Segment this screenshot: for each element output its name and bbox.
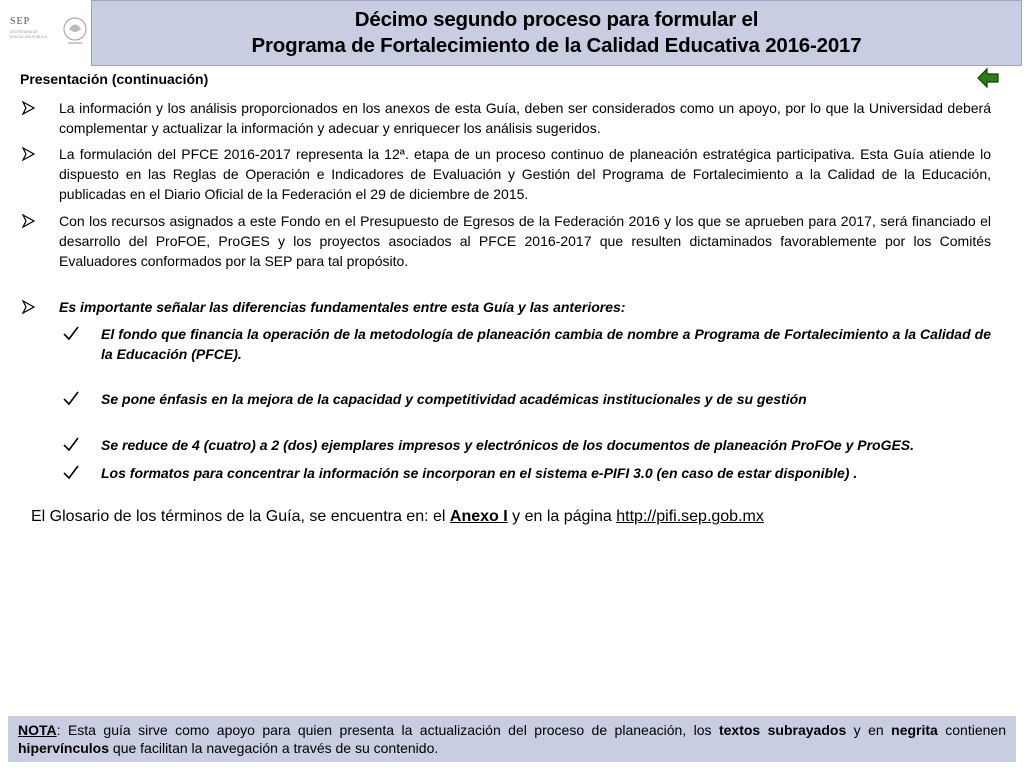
section-heading: Presentación (continuación) <box>20 71 209 87</box>
arrow-bullet-icon <box>22 211 36 231</box>
title-banner <box>91 0 1022 66</box>
glossary-line <box>31 507 991 527</box>
check-text: Se reduce de 4 (cuatro) a 2 (dos) ejemplares impresos y electrónicos de los documentos de planeación ProFOe y ProGES. <box>101 437 915 453</box>
page-title-line-2: Programa de Fortalecimiento de la Calidad Educativa 2016-2017 <box>251 34 862 57</box>
footer-note <box>8 716 1016 762</box>
check-item <box>16 463 991 483</box>
bullet-text: La formulación del PFCE 2016-2017 representa la 12ª. etapa de un proceso continuo de planeación estratégica participativa. Esta Guía atiende lo dispuesto en las Reglas de Operación e Indicadores de Evaluación y Gestión del Programa de Fortalecimiento a la Calidad de la Educación, publicadas en el Diario Oficial de la Federación el 29 de diciembre de 2015. <box>59 146 991 202</box>
check-mark-icon <box>62 324 80 344</box>
check-mark-icon <box>62 463 80 483</box>
national-seal-icon <box>62 15 88 51</box>
check-text: Se pone énfasis en la mejora de la capacidad y competitividad académicas institucionales y de su gestión <box>101 391 807 407</box>
note-bold-hyperlinks: hipervínculos <box>18 740 110 756</box>
bullet-text: Con los recursos asignados a este Fondo en el Presupuesto de Egresos de la Federación 2016 y los que se aprueben para 2017, será financiado el desarrollo del ProFOE, ProGES y los proyectos asociados al PFCE 2016-2017 que resulten dictaminados favorablemente por los Comités Evaluadores conformados por la SEP para tal propósito. <box>59 213 991 269</box>
check-mark-icon <box>62 389 80 409</box>
bullet-item <box>16 98 991 138</box>
note-bold-negrita: negrita <box>891 722 938 738</box>
sep-logo-subtitle: SECRETARÍA DE EDUCACIÓN PÚBLICA <box>10 30 47 39</box>
bullet-item <box>16 297 991 317</box>
check-item <box>16 324 991 364</box>
note-text-1: : Esta guía sirve como apoyo para quien presenta la actualización del proceso de planeación, los <box>56 722 719 738</box>
annex-link[interactable]: Anexo I <box>449 508 508 525</box>
glossary-middle: y en la página <box>507 508 617 525</box>
note-label: NOTA <box>18 722 57 738</box>
note-text-4: que facilitan la navegación a través de su contenido. <box>109 740 439 756</box>
bullet-text: La información y los análisis proporcionados en los anexos de esta Guía, deben ser considerados como un apoyo, por lo que la Universidad deberá complementar y actualizar la información y adecuar y enriquecer los análisis sugeridos. <box>59 100 991 136</box>
bullet-item <box>16 211 991 271</box>
glossary-prefix: El Glosario de los términos de la Guía, se encuentra en: el <box>31 508 450 525</box>
sep-logo <box>8 14 88 54</box>
note-text-2: y en <box>846 722 892 738</box>
website-link[interactable]: http://pifi.sep.gob.mx <box>616 508 764 525</box>
check-item <box>16 435 991 455</box>
arrow-bullet-icon <box>22 144 36 164</box>
bullet-text: Es importante señalar las diferencias fundamentales entre esta Guía y las anteriores: <box>59 299 626 315</box>
note-bold-underlined: textos subrayados <box>718 722 847 738</box>
check-text: El fondo que financia la operación de la metodología de planeación cambia de nombre a Programa de Fortalecimiento a la Calidad de la Educación (PFCE). <box>101 326 991 362</box>
note-text-3: contienen <box>937 722 1006 738</box>
arrow-bullet-icon <box>22 297 36 317</box>
check-mark-icon <box>62 435 80 455</box>
arrow-bullet-icon <box>22 98 36 118</box>
bullet-item <box>16 144 991 204</box>
page-title-line-1: Décimo segundo proceso para formular el <box>354 8 759 31</box>
sep-logo-text: SEP <box>10 16 31 27</box>
check-item <box>16 389 991 409</box>
check-text: Los formatos para concentrar la información se incorporan en el sistema e-PIFI 3.0 (en caso de estar disponible) . <box>101 465 858 481</box>
main-content <box>16 70 991 527</box>
